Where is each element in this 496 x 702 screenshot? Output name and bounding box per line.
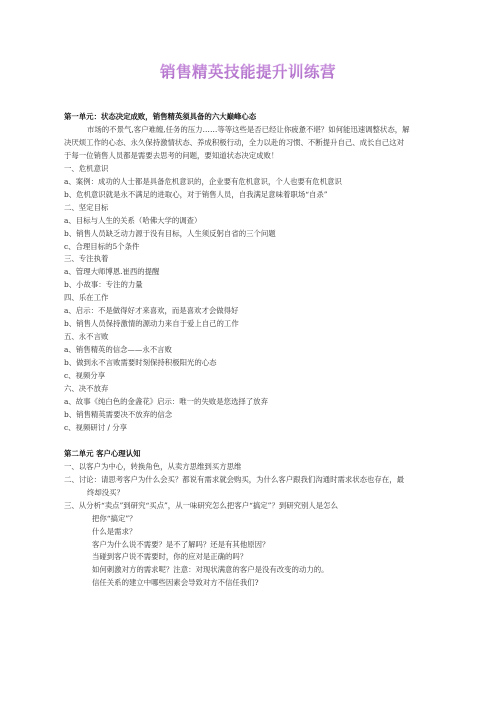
unit1-item: a、销售精英的信念——永不言败	[64, 345, 172, 355]
unit2-item: 三、从分析“卖点”到研究“买点”，从一味研究怎么把客户“搞定”？到研究别人是怎么	[64, 500, 338, 510]
unit1-intro-line: 于每一位销售人员都是需要去思考的问题，要知道状态决定成败！	[64, 150, 279, 160]
unit2-subitem: 什么是需求？	[92, 526, 137, 536]
document-title: 销售精英技能提升训练营	[0, 60, 496, 82]
unit1-item: b、危机意识就是永不满足的进取心，对于销售人员，自我满足意味着职场“自杀”	[64, 189, 328, 199]
unit1-item: b、销售精英需要决不放弃的信念	[64, 409, 173, 419]
unit2-item: 二、讨论：请思考客户为什么会买？都说有需求就会购买，为什么客户跟我们沟通时需求状态也存在，最	[64, 474, 404, 484]
unit1-section-heading: 六、决不放弃	[64, 384, 109, 394]
unit1-item: b、销售人员保持激情的源动力来自于爱上自己的工作	[64, 319, 239, 329]
unit1-item: a、启示：不是做得好才来喜欢，而是喜欢才会做得好	[64, 306, 239, 316]
unit1-section-heading: 四、乐在工作	[64, 293, 109, 303]
unit1-item: c、合理目标的5个条件	[64, 241, 140, 251]
unit1-item: a、故事《纯白色的金盏花》启示：唯一的失败是您选择了放弃	[64, 396, 268, 406]
unit1-item: b、销售人员缺乏动力源于没有目标，人生须反躬自省的三个问题	[64, 228, 276, 238]
unit2-subitem: 客户为什么说不需要？是不了解吗？还是有其他原因？	[92, 539, 270, 549]
unit1-intro-line: 决厌烦工作的心态、永久保持激情状态、养成积极行动，全力以赴的习惯、不断提升自己、成长自己这对	[64, 137, 404, 147]
unit2-subitem: 当碰到客户说不需要时，你的应对是正确的吗？	[92, 552, 248, 562]
unit2-subitem: 把你“搞定”？	[92, 513, 137, 523]
unit1-heading: 第一单元：状态决定成败，销售精英须具备的六大巅峰心态	[64, 112, 257, 121]
unit1-item: a、目标与人生的关系（哈佛大学的调查）	[64, 215, 202, 225]
unit1-item: b、做到永不言败需要时刻保持积极阳光的心态	[64, 358, 217, 368]
unit2-item-continuation: 终却没买？	[87, 487, 124, 497]
section-spacer	[64, 435, 438, 448]
unit2-heading: 第二单元 客户心理认知	[64, 448, 141, 458]
unit2-subitem: 信任关系的建立中哪些因素会导致对方不信任我们?	[92, 578, 259, 588]
unit1-item: a、案例：成功的人士都是具备危机意识的，企业要有危机意识，个人也要有危机意识	[64, 176, 342, 186]
unit1-intro-line: 市场的不景气,客户难缠,任务的压力……等等这些是否已经让你疲惫不堪？如何能迅速调整状态，解	[87, 124, 410, 134]
unit2-item: 一、以客户为中心，转换角色，从卖方思维到买方思维	[64, 461, 242, 471]
unit1-section-heading: 一、危机意识	[64, 163, 109, 173]
unit2-subitem: 如何刺激对方的需求呢？注意：对现状满意的客户是没有改变的动力的。	[92, 565, 329, 575]
unit1-item: c、视频分享	[64, 371, 106, 381]
unit1-item: a、管理大师博恩.崔西的提醒	[64, 267, 160, 277]
unit1-item: b、小故事：专注的力量	[64, 280, 143, 290]
unit1-section-heading: 五、永不言败	[64, 332, 109, 342]
unit1-item: c、视频研讨 / 分享	[64, 422, 128, 432]
unit1-section-heading: 三、专注执着	[64, 254, 109, 264]
document-body	[64, 111, 438, 590]
unit1-section-heading: 二、坚定目标	[64, 202, 109, 212]
